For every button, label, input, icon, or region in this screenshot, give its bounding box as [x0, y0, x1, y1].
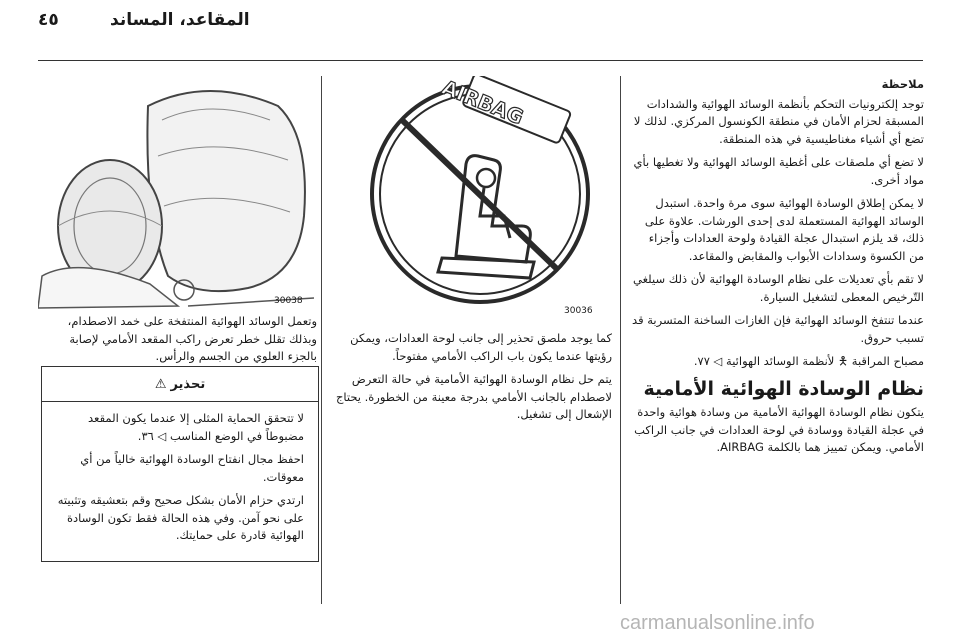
middle-paragraph-2: يتم حل نظام الوسادة الهوائية الأمامية في حالة التعرض لاصطدام بالجانب الأمامي بدرجة معينة من الخطورة. يحتاج الإشعال إلى تشغيل.	[335, 372, 612, 421]
warning-box	[41, 366, 319, 562]
watermark: carmanualsonline.info	[620, 612, 815, 634]
figure-code-left: 30038	[274, 296, 303, 306]
warning-paragraph-2: احفظ مجال انفتاح الوسادة الهوائية خالياً من أي معوقات.	[80, 452, 304, 484]
middle-paragraph-1: كما يوجد ملصق تحذير إلى جانب لوحة العدادات، ويمكن رؤيتها عندما يكون باب الراكب الأمامي مفتوحاً.	[350, 331, 612, 363]
note-paragraph-3: لا يمكن إطلاق الوسادة الهوائية سوى مرة واحدة. استبدل الوسائد الهوائية المستعملة لدى إحدى الورشات. علاوة على ذلك، قد يلزم استبدال عجلة القيادة ولوحة العدادات وأجزاء من الكسوة وسدادات الأبواب والمقابض والمقاعد.	[644, 196, 924, 263]
right-column	[632, 76, 924, 463]
warning-triangle-icon: ⚠	[154, 376, 167, 392]
control-lamp-reference: مصباح المراقبة 🯅 لأنظمة الوسائد الهوائية ◁ ٧٧.	[693, 354, 924, 368]
page-header	[0, 0, 960, 56]
note-paragraph-5: عندما تنتفخ الوسائد الهوائية فإن الغازات الساخنة المتسربة قد تسبب حروق.	[632, 313, 924, 345]
header-rule	[38, 60, 923, 61]
note-label: ملاحظة	[881, 77, 924, 91]
warning-paragraph-1: لا تتحقق الحماية المثلى إلا عندما يكون المقعد مضبوطاً في الوضع المناسب ◁ ٣٦.	[88, 411, 304, 443]
column-divider-left	[321, 76, 322, 604]
no-child-seat-airbag-icon	[334, 76, 612, 322]
inflated-airbags-illustration	[38, 76, 314, 310]
warning-paragraph-3: ارتدي حزام الأمان بشكل صحيح وقم بتعشيقه وتثبيته على نحو آمن. وفي هذه الحالة فقط تكون الوسادة الهوائية قادرة على حمايتك.	[57, 493, 304, 542]
note-paragraph-2: لا تضع أي ملصقات على أغطية الوسائد الهوائية ولا تغطيها بأي مواد أخرى.	[633, 155, 924, 187]
left-paragraph: وتعمل الوسائد الهوائية المنتفخة على خمد الاصطدام، وبذلك تقلل خطر تعرض راكب المقعد الأمامي لإصابة بالجزء العلوي من الجسم والرأس.	[67, 314, 317, 363]
front-airbag-heading: نظام الوسادة الهوائية الأمامية	[643, 377, 924, 400]
figure-code: 30036	[564, 306, 593, 316]
column-divider-right	[620, 76, 621, 604]
front-airbag-paragraph: يتكون نظام الوسادة الهوائية الأمامية من وسادة هوائية واحدة في عجلة القيادة ووسادة في لوحة العدادات في جانب الراكب الأمامي. ويمكن تمييز هما بالكلمة AIRBAG.	[634, 405, 924, 454]
warning-header	[42, 367, 318, 402]
page-number: ٤٥	[38, 10, 59, 30]
airbag-warning-label-figure	[334, 76, 612, 322]
warning-title: تحذير	[170, 376, 206, 392]
inflated-airbags-figure	[38, 76, 314, 310]
left-column-text	[41, 313, 317, 372]
section-title: المقاعد، المساند	[110, 10, 250, 30]
airbag-word: AIRBAG	[438, 76, 527, 130]
middle-column	[334, 330, 612, 430]
note-paragraph-1: توجد إلكترونيات التحكم بأنظمة الوسائد الهوائية والشدادات المسبقة لحزام الأمان في منطقة الكونسول المركزي. لذلك لا تضع أي أشياء مغناطيسية في هذه المنطقة.	[633, 96, 924, 146]
note-paragraph-4: لا تقم بأي تعديلات على نظام الوسادة الهوائية لأن ذلك سيلغي التّرخيص المعطى لتشغيل السيارة.	[633, 272, 924, 304]
warning-body	[42, 402, 318, 545]
